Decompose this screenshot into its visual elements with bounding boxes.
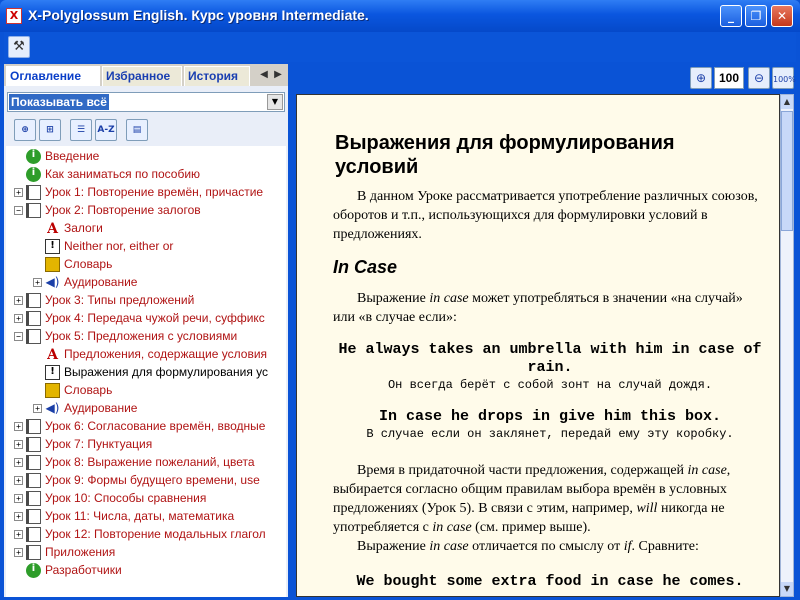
- tree-item[interactable]: [14, 201, 201, 219]
- tree-item-label: Как заниматься по пособию: [45, 167, 201, 181]
- expand-icon: ⊕: [21, 125, 29, 135]
- close-button[interactable]: [771, 5, 793, 27]
- expand-node-icon[interactable]: +: [14, 512, 23, 521]
- maximize-button[interactable]: [745, 5, 767, 27]
- zoom-value[interactable]: 100: [714, 67, 744, 89]
- expand-node-icon[interactable]: +: [14, 296, 23, 305]
- tree-item-label: Урок 7: Пунктуация: [45, 437, 153, 451]
- book-icon: [26, 419, 41, 434]
- example-translation: Он всегда берёт с собой зонт на случай дождя.: [387, 378, 713, 392]
- scroll-thumb[interactable]: [781, 111, 793, 231]
- tools-button[interactable]: [8, 36, 30, 58]
- tree-item[interactable]: [14, 507, 234, 525]
- document-view: [296, 94, 780, 597]
- chevron-down-icon[interactable]: ▼: [267, 94, 283, 110]
- tree-item-label: Урок 11: Числа, даты, математика: [45, 509, 235, 523]
- example-english: We bought some extra food in case he comes.: [356, 573, 744, 590]
- zoom-out-icon: ⊖: [753, 71, 765, 85]
- export-icon: ▤: [132, 125, 142, 135]
- client-area: [4, 32, 796, 597]
- tree-item-label: Урок 5: Предложения с условиями: [45, 329, 238, 343]
- tree-item-label: Урок 8: Выражение пожеланий, цвета: [45, 455, 255, 469]
- example-translation: В случае если он заклянет, передай ему эту коробку.: [366, 427, 734, 441]
- book-icon: [26, 293, 41, 308]
- book-icon: [26, 473, 41, 488]
- tree-item[interactable]: [14, 471, 260, 489]
- window-title: X-Polyglossum English. Курс уровня Intermediate.: [28, 7, 369, 23]
- book-icon: [26, 329, 41, 344]
- tree-item[interactable]: [14, 183, 263, 201]
- content-panel: [294, 64, 796, 597]
- tree-item-label: Введение: [45, 149, 100, 163]
- tree-item[interactable]: [14, 417, 265, 435]
- book-icon: [26, 185, 41, 200]
- tree-item-label: Урок 10: Способы сравнения: [45, 491, 207, 505]
- dictionary-icon: [45, 383, 60, 398]
- collapse-tree-icon: ⊞: [46, 125, 54, 135]
- tab-scroll-left-icon[interactable]: ◀: [260, 69, 268, 80]
- speaker-icon: ◀): [45, 275, 60, 290]
- compare-paragraph: Выражение in case отличается по смыслу от if. Сравните:: [357, 539, 699, 554]
- tree-item-label: Урок 4: Передача чужой речи, суффикс: [45, 311, 265, 325]
- expand-node-icon[interactable]: +: [14, 530, 23, 539]
- tree-item[interactable]: [33, 381, 112, 399]
- zoom-100-icon: 100%: [773, 75, 796, 84]
- tree-item-label: Урок 1: Повторение времён, причастие: [45, 185, 264, 199]
- expand-node-icon[interactable]: +: [14, 494, 23, 503]
- tree-item[interactable]: [14, 543, 115, 561]
- page-title: Выражения для формулирования условий: [335, 132, 675, 178]
- export-button[interactable]: [126, 119, 148, 141]
- expand-node-icon[interactable]: +: [14, 548, 23, 557]
- app-logo-icon: X: [6, 8, 22, 24]
- tree-item-label: Neither nor, either or: [64, 239, 174, 253]
- tree-item-label: Урок 12: Повторение модальных глагол: [45, 527, 266, 541]
- tree-item-label: Урок 3: Типы предложений: [45, 293, 195, 307]
- tree-item-label: Аудирование: [64, 401, 138, 415]
- expand-node-icon[interactable]: +: [14, 422, 23, 431]
- collapse-tree-button[interactable]: [39, 119, 61, 141]
- maximize-icon: ❐: [750, 9, 762, 23]
- tree-item[interactable]: [33, 399, 137, 417]
- list-view-icon: ☰: [76, 125, 86, 135]
- contents-tree: [6, 146, 286, 597]
- filter-select[interactable]: [7, 92, 285, 112]
- tree-item[interactable]: [33, 237, 173, 255]
- expand-node-icon[interactable]: +: [33, 278, 42, 287]
- tree-item[interactable]: [14, 453, 255, 471]
- speaker-icon: ◀): [45, 401, 60, 416]
- book-icon: [26, 203, 41, 218]
- book-icon: [26, 545, 41, 560]
- navigation-panel: [4, 64, 288, 597]
- tree-item-label: Урок 2: Повторение залогов: [45, 203, 201, 217]
- scroll-up-icon[interactable]: ▲: [781, 95, 793, 109]
- tree-item-label: Словарь: [64, 383, 113, 397]
- tree-item[interactable]: [33, 363, 268, 381]
- tree-item-label: Залоги: [64, 221, 103, 235]
- section-paragraph: Выражение in case может употребляться в значении «на случай» или «в случае если»:: [333, 291, 743, 325]
- zoom-in-button[interactable]: [690, 67, 712, 89]
- tree-item[interactable]: [14, 147, 99, 165]
- collapse-node-icon[interactable]: −: [14, 332, 23, 341]
- tab-scroll-right-icon[interactable]: ▶: [274, 69, 282, 80]
- tree-item-label: Урок 6: Согласование времён, вводные: [45, 419, 266, 433]
- expand-node-icon[interactable]: +: [33, 404, 42, 413]
- intro-paragraph: В данном Уроке рассматривается употребление различных союзов, оборотов и т.п., использующихся для формулировки условий в предложениях.: [333, 189, 758, 242]
- tree-item[interactable]: [14, 489, 206, 507]
- tab-history[interactable]: История: [184, 66, 250, 86]
- example-english: He always takes an umbrella with him in case of rain.: [338, 341, 762, 376]
- expand-button[interactable]: [14, 119, 36, 141]
- tree-item[interactable]: [14, 165, 200, 183]
- grammar-icon: A: [47, 221, 58, 238]
- nav-tabs: [4, 64, 288, 86]
- content-scrollbar[interactable]: [780, 94, 794, 597]
- tree-item[interactable]: [14, 309, 265, 327]
- tree-toolbar: [4, 116, 288, 144]
- zoom-100-button[interactable]: [772, 67, 794, 89]
- title-bar[interactable]: [0, 0, 800, 32]
- main-toolbar: [4, 32, 796, 62]
- expand-node-icon[interactable]: +: [14, 314, 23, 323]
- zoom-in-icon: ⊕: [695, 71, 707, 85]
- book-icon: [26, 437, 41, 452]
- example-english: In case he drops in give him this box.: [378, 408, 722, 425]
- section-title: In Case: [333, 257, 398, 277]
- collapse-node-icon[interactable]: −: [14, 206, 23, 215]
- tree-item[interactable]: [14, 327, 237, 345]
- tree-item[interactable]: [14, 525, 266, 543]
- list-view-button[interactable]: [70, 119, 92, 141]
- book-icon: [26, 527, 41, 542]
- rule-paragraph: Время в придаточной части предложения, содержащей in case, выбирается согласно общим правилам выбора времён в условных предложениях (Урок 5). В связи с этим, например, will никогда не употребляется с in case (см. пример выше).: [333, 463, 731, 535]
- zoom-out-button[interactable]: [748, 67, 770, 89]
- info-icon: i: [26, 563, 41, 578]
- tree-item-label: Аудирование: [64, 275, 138, 289]
- tree-item[interactable]: [14, 435, 152, 453]
- tree-item-label: Словарь: [64, 257, 113, 271]
- exclamation-icon: !: [45, 365, 60, 380]
- expand-node-icon[interactable]: +: [14, 476, 23, 485]
- close-icon: ✕: [776, 9, 788, 23]
- tree-item-label: Урок 9: Формы будущего времени, use: [45, 473, 260, 487]
- book-icon: [26, 311, 41, 326]
- tree-item[interactable]: [14, 561, 122, 579]
- tree-item[interactable]: [33, 219, 103, 237]
- tree-item[interactable]: [33, 255, 112, 273]
- tools-icon: ⚒: [13, 39, 25, 54]
- tree-item[interactable]: [14, 291, 194, 309]
- tree-item[interactable]: [33, 273, 137, 291]
- expand-node-icon[interactable]: +: [14, 458, 23, 467]
- tree-item-label: Выражения для формулирования ус: [64, 365, 269, 379]
- book-icon: [26, 491, 41, 506]
- scroll-down-icon[interactable]: ▼: [781, 582, 793, 596]
- exclamation-icon: !: [45, 239, 60, 254]
- minimize-button[interactable]: [720, 5, 742, 27]
- sort-az-button[interactable]: A-Z: [95, 119, 117, 141]
- tree-item-label: Предложения, содержащие условия: [64, 347, 268, 361]
- tab-contents[interactable]: Оглавление: [6, 66, 100, 86]
- tab-favorites[interactable]: Избранное: [102, 66, 182, 86]
- filter-value: Показывать всё: [11, 95, 107, 109]
- tree-item-label: Разработчики: [45, 563, 122, 577]
- zoom-toolbar: [294, 64, 796, 92]
- tree-item[interactable]: [33, 345, 267, 363]
- expand-node-icon[interactable]: +: [14, 440, 23, 449]
- info-icon: i: [26, 149, 41, 164]
- grammar-icon: A: [47, 347, 58, 364]
- book-icon: [26, 455, 41, 470]
- minimize-icon: _: [728, 9, 734, 23]
- info-icon: i: [26, 167, 41, 182]
- tree-item-label: Приложения: [45, 545, 116, 559]
- expand-node-icon[interactable]: +: [14, 188, 23, 197]
- book-icon: [26, 509, 41, 524]
- dictionary-icon: [45, 257, 60, 272]
